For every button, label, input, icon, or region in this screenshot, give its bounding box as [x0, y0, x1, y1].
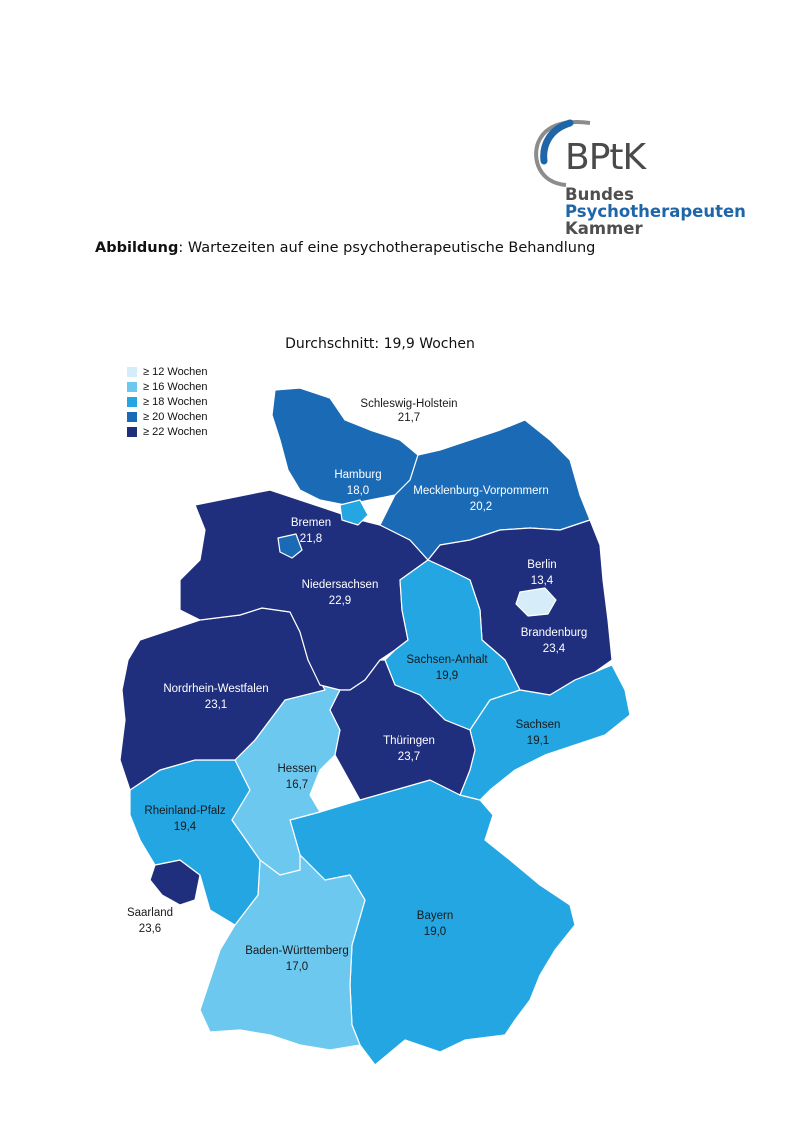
logo-line-3: Kammer [565, 219, 643, 238]
map-subtitle: Durchschnitt: 19,9 Wochen [285, 336, 475, 352]
label-hh-value: 18,0 [346, 485, 370, 497]
logo-line-2: Psychotherapeuten [565, 202, 746, 221]
label-ni-name: Niedersachsen [301, 579, 379, 591]
caption-text: : Wartezeiten auf eine psychotherapeutische Behandlung [178, 240, 596, 256]
label-th-value: 23,7 [397, 751, 421, 763]
label-hb-value: 21,8 [299, 533, 323, 545]
label-bb-name: Brandenburg [520, 627, 588, 639]
label-sh-value: 21,7 [397, 412, 421, 424]
label-mv-value: 20,2 [469, 501, 493, 513]
logo-abbreviation: BPtK [565, 137, 646, 178]
label-be-value: 13,4 [530, 575, 554, 587]
label-st-value: 19,9 [435, 670, 459, 682]
logo-line-1: Bundes [565, 185, 634, 204]
label-nw-name: Nordrhein-Westfalen [163, 683, 269, 695]
legend-label: ≥ 18 Wochen [143, 395, 208, 408]
label-bw-value: 17,0 [285, 961, 309, 973]
label-sh-name: Schleswig-Holstein [360, 398, 458, 410]
label-hh-name: Hamburg [334, 469, 382, 481]
legend-label: ≥ 22 Wochen [143, 425, 208, 438]
label-th-name: Thüringen [383, 735, 435, 747]
label-sn-value: 19,1 [526, 735, 550, 747]
label-by-name: Bayern [416, 910, 454, 922]
label-sl-name: Saarland [126, 907, 174, 919]
caption-bold: Abbildung [95, 240, 179, 256]
label-bb-value: 23,4 [542, 643, 566, 655]
label-by-value: 19,0 [423, 926, 447, 938]
label-st-name: Sachsen-Anhalt [406, 654, 488, 666]
label-mv-name: Mecklenburg-Vorpommern [413, 485, 549, 497]
legend-label: ≥ 16 Wochen [143, 380, 208, 393]
label-sn-name: Sachsen [515, 719, 561, 731]
label-he-name: Hessen [277, 763, 317, 775]
label-rp-value: 19,4 [173, 821, 197, 833]
label-be-name: Berlin [527, 559, 557, 571]
legend-label: ≥ 20 Wochen [143, 410, 208, 423]
label-he-value: 16,7 [285, 779, 309, 791]
legend-label: ≥ 12 Wochen [143, 365, 208, 378]
label-bw-name: Baden-Württemberg [245, 945, 349, 957]
label-nw-value: 23,1 [204, 699, 228, 711]
label-ni-value: 22,9 [328, 595, 352, 607]
label-sl-value: 23,6 [138, 923, 162, 935]
label-hb-name: Bremen [290, 517, 332, 529]
label-rp-name: Rheinland-Pfalz [144, 805, 226, 817]
